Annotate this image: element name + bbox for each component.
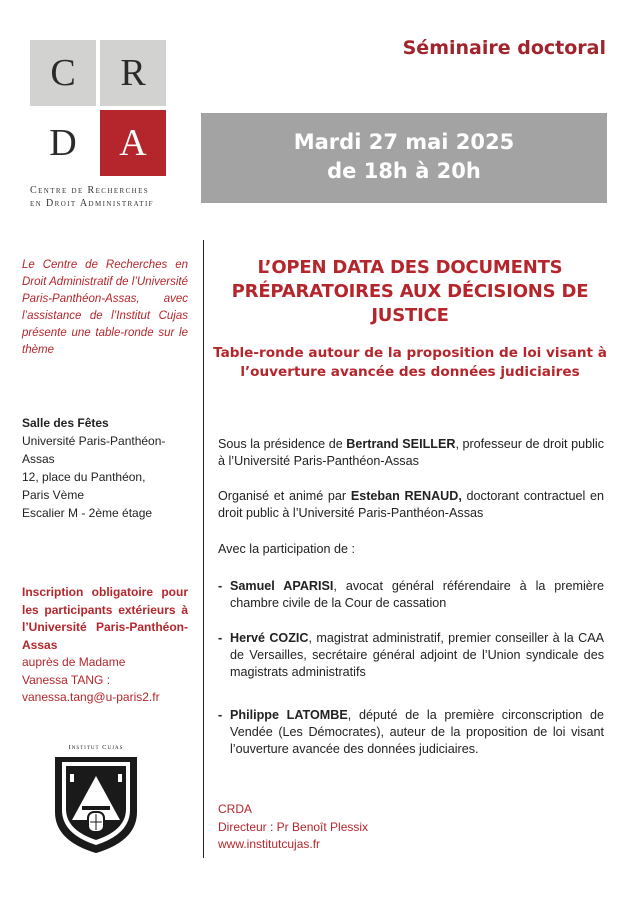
venue-line: Paris Vème	[22, 488, 85, 502]
participant-item	[218, 578, 604, 612]
date-band	[201, 113, 607, 203]
organise-prefix: Organisé et animé par	[218, 489, 351, 503]
logo-subtitle-line1: Centre de Recherches	[30, 185, 150, 196]
presidence-name: Bertrand SEILLER	[346, 437, 456, 451]
participant-desc: , avocat général référendaire à la première chambre civile de la Cour de cassation	[230, 579, 604, 610]
footer-website-link[interactable]: www.institutcujas.fr	[218, 837, 321, 851]
venue-line: Université Paris-Panthéon-Assas	[22, 434, 166, 466]
event-type-heading: Séminaire doctoral	[402, 37, 606, 59]
organise-suffix: doctorant contractuel en droit public à l’Université Paris-Panthéon-Assas	[218, 489, 604, 520]
intro-text: Le Centre de Recherches en Droit Administratif de l’Université Paris-Panthéon-Assas, avec l’assistance de l’Institut Cujas présente une table-ronde sur le thème	[22, 259, 188, 356]
participant-name: Samuel APARISI	[230, 579, 334, 593]
footer-director: Directeur : Pr Benoît Plessix	[218, 819, 369, 834]
logo-grid	[30, 40, 167, 176]
list-dash: -	[218, 579, 223, 593]
logo-letter-c: C	[30, 40, 96, 106]
venue-title: Salle des Fêtes	[22, 416, 109, 430]
cujas-shield-icon	[52, 754, 140, 854]
footer-block	[218, 801, 614, 854]
time-line: de 18h à 20h	[327, 159, 481, 183]
list-dash: -	[218, 631, 223, 645]
seminar-title: L’OPEN DATA DES DOCUMENTS PRÉPARATOIRES AUX DÉCISIONS DE JUSTICE	[231, 257, 589, 326]
presidence-paragraph	[218, 436, 604, 470]
logo-subtitle	[30, 184, 167, 210]
inscription-block	[22, 584, 188, 707]
inscription-email-link[interactable]: vanessa.tang@u-paris2.fr	[22, 690, 160, 704]
logo-letter-d: D	[30, 110, 96, 176]
participant-name: Hervé COZIC	[230, 631, 309, 645]
inscription-contact-name: Vanessa TANG :	[22, 672, 111, 687]
venue-line: 12, place du Panthéon,	[22, 470, 146, 484]
date-line: Mardi 27 mai 2025	[293, 130, 515, 154]
inscription-contact-line: auprès de Madame	[22, 655, 126, 669]
organise-paragraph	[218, 488, 604, 522]
logo-letter-a: A	[100, 110, 166, 176]
presidence-prefix: Sous la présidence de	[218, 437, 347, 451]
participant-text	[230, 578, 604, 612]
list-dash: -	[218, 708, 223, 722]
inscription-notice: Inscription obligatoire pour les participants extérieurs à l’Université Paris-Panthéon-Assas	[22, 585, 188, 652]
participation-intro: Avec la participation de :	[218, 542, 355, 556]
participant-name: Philippe LATOMBE	[230, 708, 348, 722]
institut-cujas-logo	[52, 744, 140, 859]
participant-text	[230, 630, 604, 681]
participant-item	[218, 707, 604, 758]
cujas-label: Institut Cujas	[68, 744, 124, 751]
organise-name: Esteban RENAUD,	[350, 489, 462, 503]
participant-desc: , magistrat administratif, premier conseiller à la CAA de Versailles, secrétaire général adjoint de l’Union syndicale des magistrats administratifs	[230, 631, 604, 679]
logo-letter-r: R	[100, 40, 166, 106]
participant-desc: , député de la première circonscription de Vendée (Les Démocrates), auteur de la proposition de loi visant l’ouverture avancée des données judiciaires.	[230, 708, 604, 756]
venue-block	[22, 414, 188, 522]
presidence-suffix: , professeur de droit public à l’Université Paris-Panthéon-Assas	[218, 437, 604, 468]
participant-text	[230, 707, 604, 758]
seminar-subtitle: Table-ronde autour de la proposition de loi visant à l’ouverture avancée des données judiciaires	[213, 345, 607, 380]
logo-subtitle-line2: en Droit Administratif	[30, 198, 154, 209]
participant-item	[218, 630, 604, 681]
crda-logo	[30, 40, 167, 210]
footer-org: CRDA	[218, 802, 253, 816]
column-divider	[203, 240, 204, 858]
venue-line: Escalier M - 2ème étage	[22, 506, 153, 520]
